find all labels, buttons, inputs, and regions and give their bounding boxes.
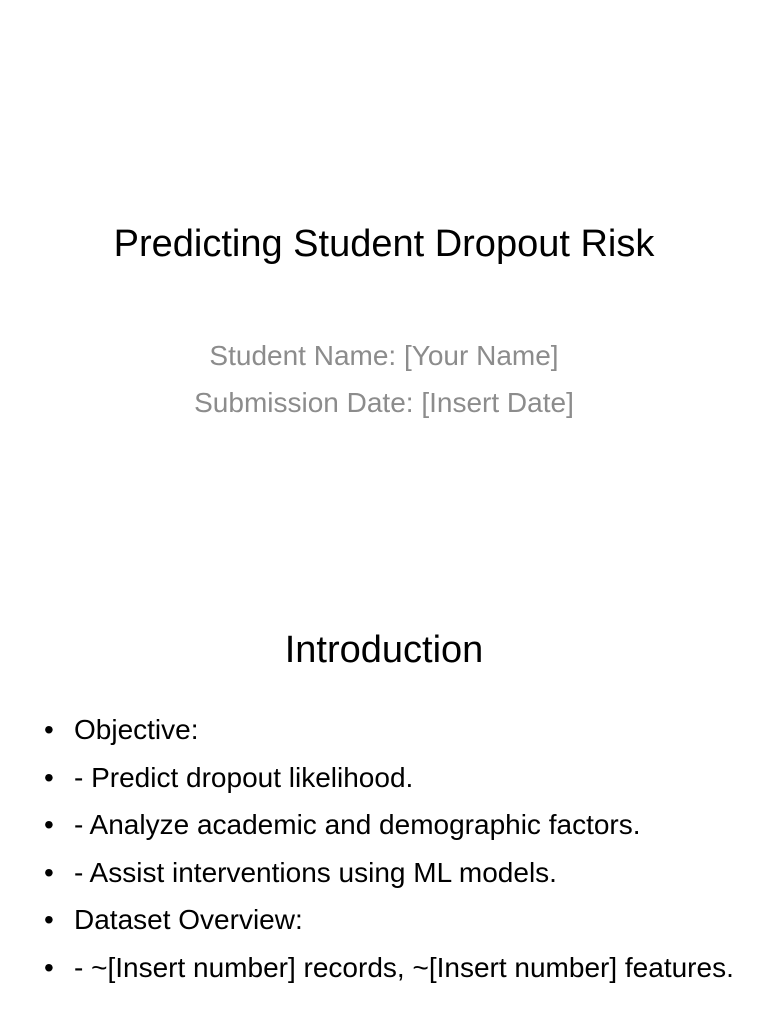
- bullet-dot-icon: •: [44, 951, 54, 983]
- slide-subtitle: [0, 332, 768, 426]
- bullet-text: Dataset Overview:: [74, 904, 303, 935]
- bullet-item: [44, 855, 744, 891]
- bullet-dot-icon: •: [44, 761, 54, 793]
- introduction-slide: [0, 576, 768, 1024]
- bullet-dot-icon: •: [44, 856, 54, 888]
- slide-title: Predicting Student Dropout Risk: [113, 223, 655, 265]
- bullet-dot-icon: •: [44, 904, 54, 935]
- bullet-item: [44, 712, 744, 748]
- bullet-text: Objective:: [74, 714, 199, 745]
- bullet-text: - ~[Insert number] records, ~[Insert number] features.: [74, 951, 734, 983]
- bullet-item: [44, 902, 744, 938]
- bullet-text: - Assist interventions using ML models.: [74, 856, 557, 888]
- bullet-item: [44, 760, 744, 796]
- bullet-text: - Analyze academic and demographic factors.: [74, 809, 641, 840]
- student-name-line: Student Name: [Your Name]: [209, 340, 559, 371]
- bullet-list: [44, 712, 744, 997]
- bullet-item: [44, 807, 744, 843]
- bullet-dot-icon: •: [44, 714, 54, 745]
- bullet-text: - Predict dropout likelihood.: [74, 761, 414, 793]
- introduction-heading: Introduction: [284, 629, 484, 671]
- submission-date-line: Submission Date: [Insert Date]: [194, 387, 574, 418]
- bullet-dot-icon: •: [44, 809, 54, 840]
- bullet-item: [44, 950, 744, 986]
